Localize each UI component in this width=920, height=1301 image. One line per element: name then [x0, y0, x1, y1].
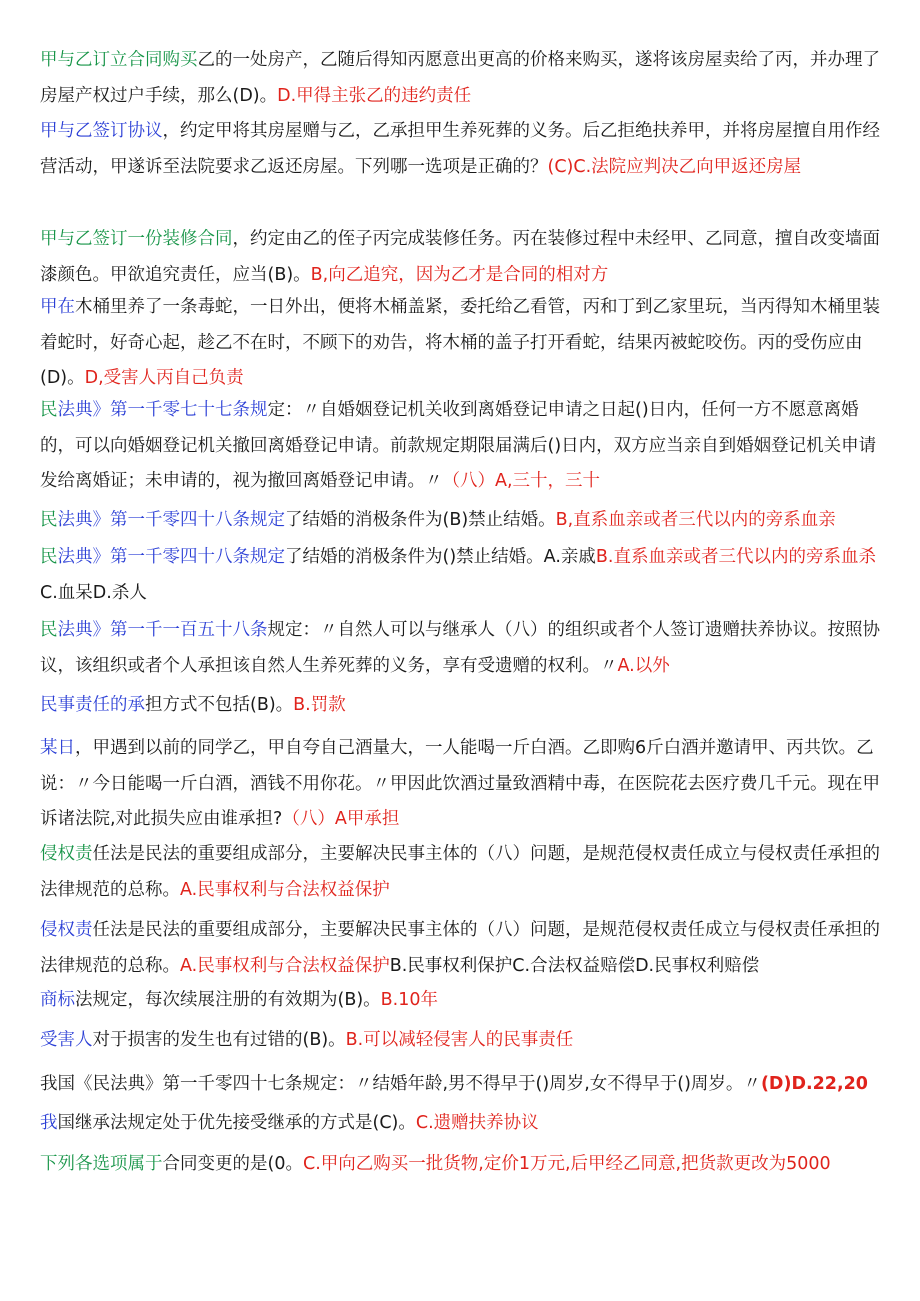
question-text: 乙的一处房产，乙随后得知丙愿意出更高的价格来购买，遂将该房屋卖给了丙，并办理了房屋产权过户手续，那么(D)。: [40, 50, 880, 106]
question-item: [40, 43, 886, 114]
question-item: [40, 540, 886, 611]
question-item: [40, 1067, 886, 1103]
question-text: 侵权责: [40, 920, 93, 940]
answer-text: (D)D.22,20: [760, 1074, 868, 1094]
question-item: [40, 613, 886, 684]
answer-text: A.民事权利与合法权益保护: [180, 955, 390, 976]
question-item: [40, 503, 886, 539]
answer-text: C.甲向乙购买一批货物,定价1万元,后甲经乙同意,把货款更改为5000: [302, 1154, 831, 1174]
answer-text: B.直系血亲或者三代以内的旁系血杀: [595, 547, 876, 567]
question-text: 合同变更的是(0。: [162, 1154, 303, 1174]
question-text: 担方式不包括(B)。: [145, 695, 294, 715]
question-text: 商标: [40, 990, 75, 1010]
answer-text: （八）A,三十，三十: [442, 471, 601, 491]
question-text: 甲在: [40, 297, 75, 317]
question-item: [40, 393, 886, 500]
question-text: 法典》第一千零七十七条规: [57, 400, 268, 420]
question-item: [40, 1147, 886, 1183]
question-text: 任法是民法的重要组成部分，主要解决民事主体的（八）问题，是规范侵权责任成立与侵权责任承担的法律规范的总称。: [40, 920, 880, 976]
question-text: 民: [40, 400, 58, 420]
question-text: 侵权责: [40, 844, 93, 864]
answer-text: D.甲得主张乙的违约责任: [277, 85, 472, 106]
question-item: [40, 688, 886, 724]
answer-text: B,直系血亲或者三代以内的旁系血亲: [555, 510, 836, 530]
question-item: [40, 1023, 886, 1059]
question-text: 我: [40, 1113, 58, 1133]
question-text: 我国《民法典》第一千零四十七条规定：〃结婚年龄,男不得早于()周岁,女不得早于()周岁。〃: [40, 1074, 761, 1094]
question-item: [40, 1106, 886, 1142]
answer-text: D,受害人丙自己负责: [84, 368, 244, 388]
answer-text: A.以外: [617, 655, 670, 676]
question-text: 法规定，每次续展注册的有效期为(B)。: [75, 990, 381, 1010]
question-text: 甲与乙订立合同购买: [40, 50, 198, 70]
answer-text: (C)C.法院应判决乙向甲返还房屋: [547, 156, 802, 177]
answer-text: C.遗赠扶养协议: [415, 1113, 539, 1133]
question-text: 了结婚的消极条件为(B)禁止结婚。: [285, 510, 556, 530]
answer-text: B.可以减轻侵害人的民事责任: [345, 1030, 574, 1050]
question-item: [40, 983, 886, 1019]
question-text: 了结婚的消极条件为()禁止结婚。A.亲戚: [285, 547, 596, 567]
answer-text: B.罚款: [293, 695, 346, 715]
question-text: 某日: [40, 738, 75, 758]
answer-text: B.10年: [380, 990, 439, 1010]
question-text: 民: [40, 620, 58, 640]
question-text: 木桶里养了一条毒蛇，一日外出，便将木桶盖紧，委托给乙看管，丙和丁到乙家里玩，当丙得知木桶里装着蛇时，好奇心起，趁乙不在时，不顾下的劝告，将木桶的盖子打开看蛇，结果丙被蛇咬伤。丙的受伤应由(D)。: [40, 297, 880, 388]
answer-text: B,向乙追究，因为乙才是合同的相对方: [310, 264, 609, 285]
question-text: 民: [40, 547, 58, 567]
question-text: 甲与乙签订一份装修合同: [40, 229, 233, 249]
question-text: 甲与乙签订协议: [40, 121, 163, 141]
answer-text: A.民事权利与合法权益保护: [180, 879, 390, 900]
question-text: 定：〃自婚姻登记机关收到离婚登记申请之日起()日内，任何一方不愿意离婚的，可以向婚姻登记机关撤回离婚登记申请。前款规定期限届满后()日内，双方应当亲自到婚姻登记机关申请发给离婚证；未申请的，视为撤回离婚登记申请。〃: [40, 400, 877, 491]
question-text: 民事责任的承: [40, 695, 145, 715]
question-text: 国继承法规定处于优先接受继承的方式是(C)。: [57, 1113, 416, 1133]
question-item: [40, 222, 886, 293]
question-text: 规定：〃自然人可以与继承人（八）的组织或者个人签订遗赠扶养协议。按照协议，该组织或者个人承担该自然人生养死葬的义务，享有受遗赠的权利。〃: [40, 620, 880, 676]
question-text: ，约定由乙的侄子丙完成装修任务。丙在装修过程中未经甲、乙同意，擅自改变墙面漆颜色。甲欲追究责任，应当(B)。: [40, 229, 880, 285]
question-text: ，甲遇到以前的同学乙，甲自夸自己酒量大，一人能喝一斤白酒。乙即购6斤白酒并邀请甲、丙共饮。乙说：〃今日能喝一斤白酒，酒钱不用你花。〃甲因此饮酒过量致酒精中毒，在医院花去医疗费几千元。现在甲诉诸法院,对此损失应由谁承担?: [40, 738, 880, 829]
question-text: 法典》第一千零四十八条规定: [57, 510, 285, 530]
question-item: [40, 114, 886, 185]
question-item: [40, 913, 886, 984]
question-text: C.血呆D.杀人: [40, 582, 147, 603]
question-text: 受害人: [40, 1030, 93, 1050]
question-text: 法典》第一千一百五十八条: [57, 620, 268, 640]
question-text: 法典》第一千零四十八条规定: [57, 547, 285, 567]
answer-text: （八）A甲承担: [282, 809, 400, 829]
question-text: ，约定甲将其房屋赠与乙，乙承担甲生养死葬的义务。后乙拒绝扶养甲，并将房屋擅自用作经营活动，甲遂诉至法院要求乙返还房屋。下列哪一选项是正确的？: [40, 121, 880, 177]
question-text: B.民事权利保护C.合法权益赔偿D.民事权利赔偿: [389, 955, 760, 976]
question-item: [40, 731, 886, 838]
question-text: 下列各选项属于: [40, 1154, 163, 1174]
question-text: 任法是民法的重要组成部分，主要解决民事主体的（八）问题，是规范侵权责任成立与侵权责任承担的法律规范的总称。: [40, 844, 880, 900]
question-item: [40, 290, 886, 397]
question-text: 民: [40, 510, 58, 530]
question-text: 对于损害的发生也有过错的(B)。: [92, 1030, 346, 1050]
question-item: [40, 837, 886, 908]
